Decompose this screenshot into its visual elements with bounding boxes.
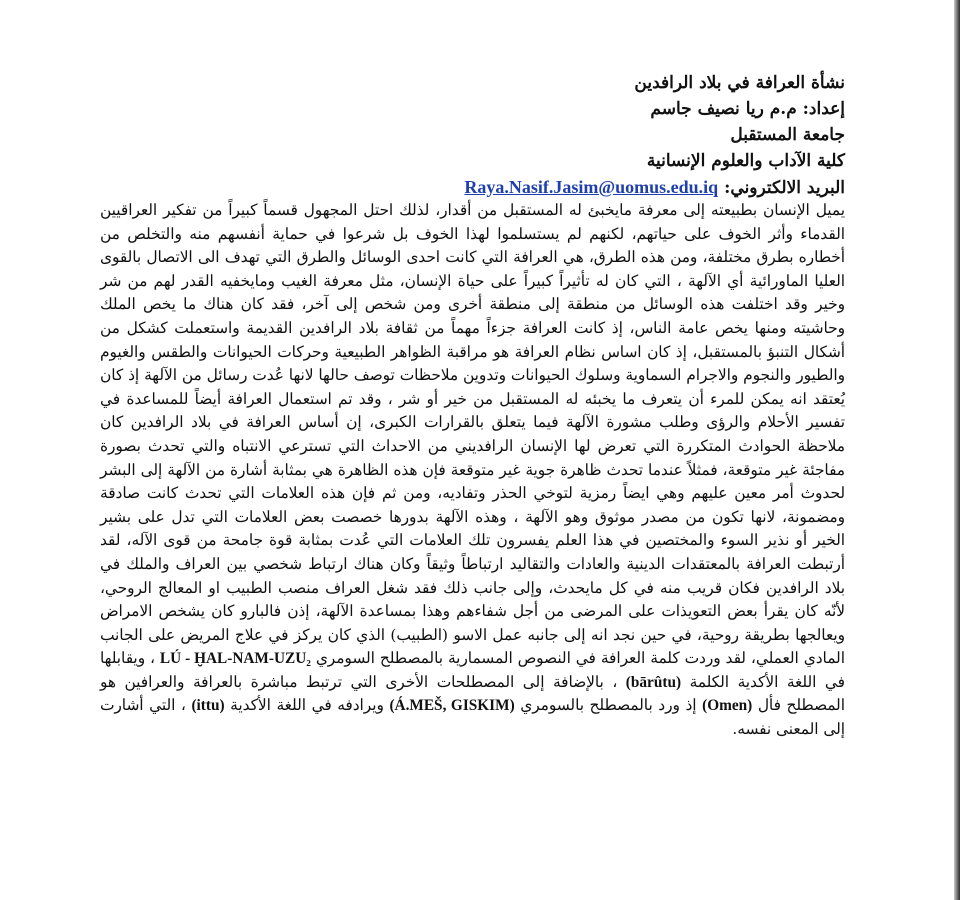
sumerian-term-lu-hal: LÚ - ḪAL-NAM-UZU₂ (159, 650, 311, 668)
body-text-part-5: ويرادفه في اللغة الأكدية (230, 696, 384, 715)
term-omen: (Omen) (702, 697, 753, 715)
body-paragraph (100, 199, 845, 742)
sumerian-term-ames-giskim: (Á.MEŠ, GISKIM) (389, 697, 515, 715)
document-page (100, 70, 845, 742)
author-line: إعداد: م.م ريا نصيف جاسم (650, 99, 845, 119)
email-link[interactable]: Raya.Nasif.Jasim@uomus.edu.iq (464, 177, 719, 197)
body-text-part-1: يميل الإنسان بطبيعته إلى معرفة مايخبئ له المستقبل من أقدار، لذلك احتل المجهول قسماً كبيراً من تفكير العراقيين القدماء وأثر الخوف على حياتهم، لكنهم لم يستسلموا لهذا الخوف بل شرعوا في حماية أنفسهم منه والتخلص من أخطاره بطرق مختلفة، ومن هذه الطرق، هي العرافة التي كانت احدى الوسائل والطرق التي تهدف الى الاتصال بالقوى العليا الماورائية أي الآلهة ، التي كان له تأثيراً كبيراً على حياة الإنسان، مثل معرفة الغيب ومايخفيه القدر لهم من شر وخير وقد اختلفت هذه الوسائل من منطقة إلى منطقة أخرى ومن شخص إلى آخر، فقد كان هناك ما يخص الملك وحاشيته ومنها يخص عامة الناس، إذ كانت العرافة جزءاً مهماً من ثقافة بلاد الرافدين القديمة واستعملت كشكل من أشكال التنبؤ بالمستقبل، إذ كان اساس نظام العرافة هو مراقبة الظواهر الطبيعية وحركات الحيوانات والطقس والغيوم والطيور والنجوم والاجرام السماوية وسلوك الحيوانات وتدوين ملاحظات توصف حالها لانها عُدت رسائل من الآلهة إذ كان يُعتقد انه يمكن للمرء أن يتعرف ما يخبئه له المستقبل من خير أو شر ، وقد تم استعمال العرافة أيضاً للمساعدة في تفسير الأحلام والرؤى وطلب مشورة الآلهة فيما يتعلق بالقرارات الكبرى، إن أساس العرافة في بلاد الرافدين كان ملاحظة الحوادث المتكررة التي تعرض لها الإنسان الرافديني من الاحداث التي تسترعي الانتباه والتي تحدث بصورة مفاجئة غير متوقعة، فمثلاً عندما تحدث ظاهرة جوية غير متوقعة فإن هذه الظاهرة هي بمثابة أشارة من الآلهة إلى البشر لحدوث أمر معين عليهم وهي ايضاً رمزية لتوخي الحذر وتفاديه، ومن ثم فإن هذه العلامات التي تحدث كانت صادقة ومضمونة، لانها تكون من مصدر موثوق وهو الآلهة ، وهذه الآلهة بدورها خصصت بعض العلامات التي تدل على بشير الخير أو نذير السوء والمختصين في هذا العلم يفسرون تلك العلامات التي عُدت بمثابة قوة جامحة من قوى الآله، لقد أرتبطت العرافة بالمعتقدات الدينية والعادات والتقاليد ارتباطاً وثيقاً وكان هناك ارتباط شخصي بين العراف والملك في بلاد الرافدين فكان قريب منه في كل مايحدث، وإلى جانب ذلك فقد شغل العراف منصب الطبيب او المعالج الروحي، لأنّه كان يقرأ بعض التعويذات على المرضى من أجل شفاءهم وهذا بمساعدة الآلهة، إذن فالبارو كان يشخص الامراض ويعالجها بطريقة روحية، في حين نجد انه إلى جانبه عمل الاسو (الطبيب) الذي كان يركز في علاج المريض على الجانب المادي العملي، لقد وردت كلمة العرافة في النصوص المسمارية بالمصطلح السومري (100, 201, 845, 668)
body-text-part-2: ، ويقابلها في اللغة الأكدية الكلمة (100, 649, 845, 691)
university-name: جامعة المستقبل (730, 125, 845, 145)
college-name: كلية الآداب والعلوم الإنسانية (646, 151, 845, 171)
akkadian-term-ittu: (ittu) (191, 697, 225, 715)
body-text-part-4: إذ ورد بالمصطلح بالسومري (520, 696, 697, 715)
page-edge-shadow (954, 0, 960, 900)
body-text-part-3: ، بالإضافة إلى المصطلحات الأخرى التي ترتبط مباشرة بالعرافة والعرافين هو المصطلح فأل (100, 672, 845, 715)
body-text-end: ، التي أشارت إلى المعنى نفسه. (100, 696, 845, 739)
email-line (100, 174, 845, 201)
email-label: البريد الالكتروني: (724, 178, 845, 198)
akkadian-term-barutu: (bārûtu) (625, 673, 682, 691)
document-title: نشأة العرافة في بلاد الرافدين (634, 73, 845, 93)
